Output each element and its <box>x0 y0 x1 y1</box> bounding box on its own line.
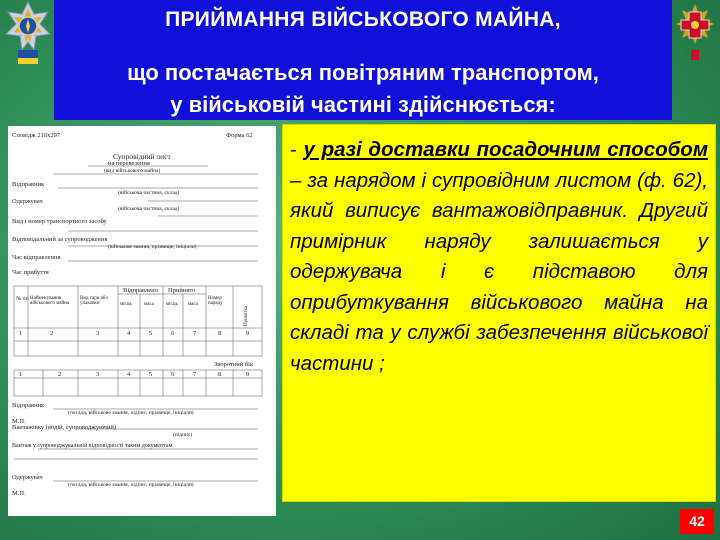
doc-subtitle-hint: (вид військового майна) <box>104 168 161 174</box>
doc-table2-num: 2 <box>58 371 62 378</box>
doc-table-num: 9 <box>246 330 250 337</box>
description-body: – за нарядом і супровідним листом (ф. 62), який виписує вантажовідправник. Другий примірник наряду залишається у одержувача і є підставою для оприбуткування військового майна на складі та у службі забезпечення військової частини ; <box>290 168 708 375</box>
doc-col-sent-mass: маса <box>144 302 154 307</box>
doc-row-departure: Час відправлення <box>12 254 61 261</box>
doc-subtitle: на перевезення <box>108 160 150 167</box>
page-number-badge: 42 <box>680 509 714 534</box>
doc-row-receiver: Одержувач <box>12 198 43 205</box>
armed-forces-emblem-icon <box>4 0 52 71</box>
doc-table2-num: 4 <box>127 371 131 378</box>
doc-table-num: 5 <box>149 330 153 337</box>
doc-table-num: 8 <box>218 330 222 337</box>
doc-sign-receiver: Одержувач <box>12 474 43 481</box>
doc-col-packaging: Вид тари або упаковки <box>80 296 108 306</box>
doc-table2-num: 8 <box>218 371 222 378</box>
doc-col-item: Найменування військового майна <box>30 296 70 306</box>
doc-col-sent-places: місць <box>120 302 132 307</box>
doc-form-number: Форма 62 <box>226 132 253 139</box>
slide-title-line2: що постачається повітряним транспортом, <box>127 60 599 85</box>
doc-col-order: Номер наряду <box>208 296 223 306</box>
doc-stamp-2: М.П. <box>12 490 26 497</box>
doc-sign-receiver-hint: (посада, військове звання, підпис, прізвище, ініціали) <box>68 482 194 488</box>
doc-sign-driver-hint: (підпис) <box>173 432 193 438</box>
doc-table-num: 2 <box>50 330 54 337</box>
doc-row-receiver-hint: (військова частина, склад) <box>118 206 180 212</box>
doc-table-num: 4 <box>127 330 131 337</box>
military-cross-emblem-icon <box>672 0 718 71</box>
doc-sign-driver: Вантажівку (водій, супроводжуючий) <box>12 424 117 431</box>
doc-note: Вантаж у супроводжувальній відповідності таким документам <box>12 443 173 449</box>
doc-row-responsible-hint: (військове звання, прізвище, ініціали) <box>108 244 197 250</box>
doc-col-number: № пп <box>16 296 29 302</box>
doc-stamp-1: М.П. <box>12 418 26 425</box>
doc-table2-num: 7 <box>193 371 197 378</box>
doc-table2-num: 9 <box>246 371 250 378</box>
doc-row-sender-hint: (військова частина, склад) <box>118 190 180 196</box>
doc-row-sender: Відправник <box>12 181 45 188</box>
slide-header <box>54 0 672 120</box>
form-62-document-image <box>8 126 276 516</box>
doc-table-num: 3 <box>96 330 100 337</box>
doc-col-note: Примітка <box>244 305 249 326</box>
doc-sign-sender: Відправник <box>12 402 45 409</box>
doc-table2-num: 5 <box>149 371 153 378</box>
description-dash: - <box>290 138 297 161</box>
slide-title-line3: у військовій частині здійснюється: <box>170 92 556 117</box>
doc-table-num: 6 <box>171 330 175 337</box>
doc-table2-num: 1 <box>19 371 23 378</box>
doc-row-vehicle: Вид і номер транспортного засобу <box>12 218 107 225</box>
doc-format-label: Сповідж 210х297 <box>12 132 61 139</box>
doc-title: Супровідний лист <box>113 152 171 161</box>
doc-table-num: 7 <box>193 330 197 337</box>
slide-title-line1: ПРИЙМАННЯ ВІЙСЬКОВОГО МАЙНА, <box>165 8 561 31</box>
description-emphasis: у разі доставки посадочним способом <box>303 138 708 161</box>
doc-row-responsible: Відповідальний за супроводження <box>12 236 108 243</box>
doc-col-recv-places: місць <box>166 302 178 307</box>
doc-reverse-side-label: Зворотний бік <box>214 361 254 368</box>
doc-row-arrival: Час прибуття <box>12 269 49 276</box>
doc-sign-sender-hint: (посада, військове звання, підпис, прізвище, ініціали) <box>68 410 194 416</box>
doc-table-num: 1 <box>19 330 23 337</box>
doc-table2-num: 3 <box>96 371 100 378</box>
doc-col-recv-mass: маса <box>188 302 198 307</box>
description-paragraph <box>290 135 708 379</box>
description-text-box <box>282 124 716 502</box>
doc-table2-num: 6 <box>171 371 175 378</box>
doc-table-group-received: Прийнято <box>168 287 196 294</box>
doc-table-group-sent: Відправлено <box>123 287 158 294</box>
